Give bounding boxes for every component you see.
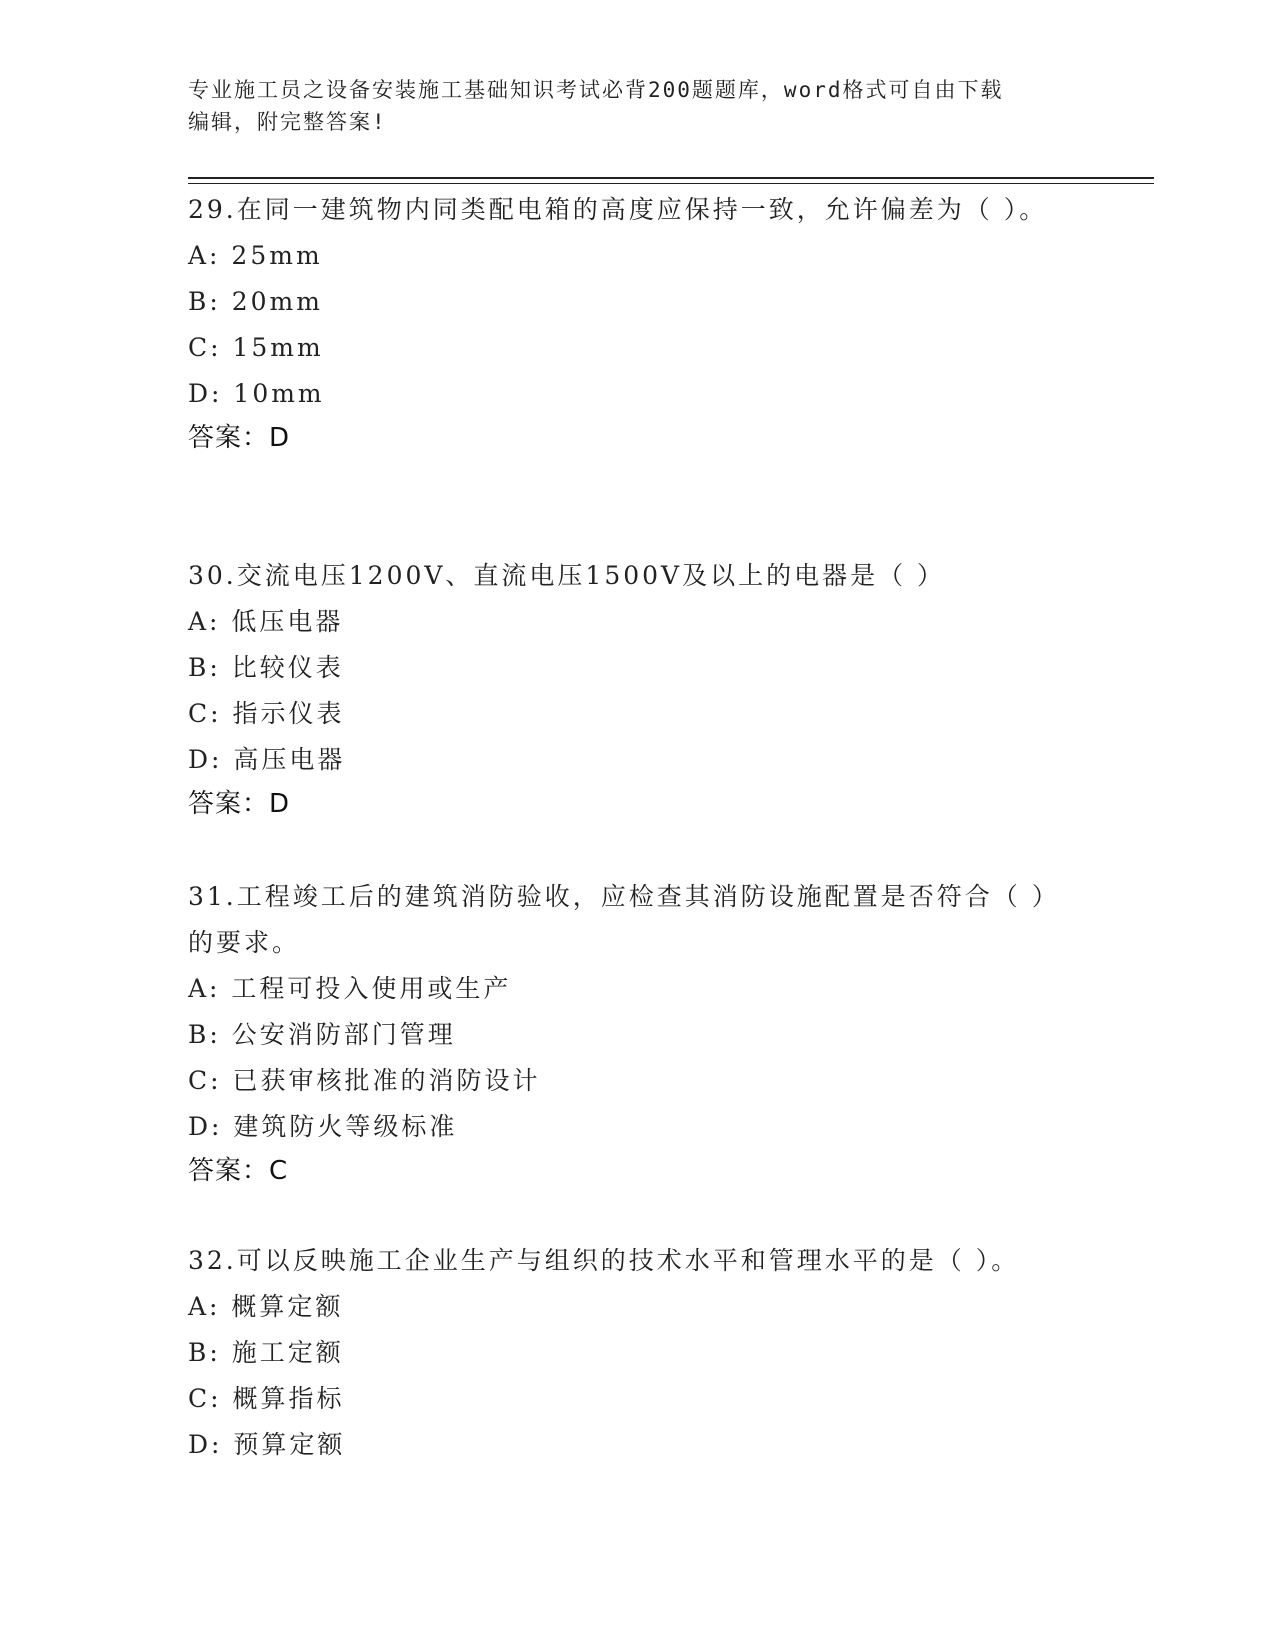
- document-header: [188, 74, 1088, 138]
- option-a: A: 工程可投入使用或生产: [188, 974, 512, 1003]
- option-d: D: 高压电器: [188, 745, 346, 774]
- option-c: C: 指示仪表: [188, 699, 345, 728]
- option-d: D: 建筑防火等级标准: [188, 1112, 458, 1141]
- option-c: C: 已获审核批准的消防设计: [188, 1066, 541, 1095]
- header-divider-thin: [188, 183, 1154, 184]
- header-line-2: 编辑，附完整答案!: [188, 110, 387, 134]
- question-stem: 29.在同一建筑物内同类配电箱的高度应保持一致，允许偏差为（ ）。: [188, 195, 1048, 224]
- header-line-1: 专业施工员之设备安装施工基础知识考试必背200题题库，word格式可自由下载: [188, 78, 1004, 102]
- option-c: C: 15mm: [188, 333, 324, 362]
- question-31: [188, 874, 1058, 1194]
- option-a: A: 概算定额: [188, 1292, 344, 1321]
- option-a: A: 低压电器: [188, 607, 344, 636]
- option-b: B: 施工定额: [188, 1338, 344, 1367]
- option-d: D: 10mm: [188, 379, 325, 408]
- question-stem: 31.工程竣工后的建筑消防验收，应检查其消防设施配置是否符合（ ）的要求。: [188, 882, 1048, 957]
- question-stem: 32.可以反映施工企业生产与组织的技术水平和管理水平的是（ ）。: [188, 1246, 1020, 1275]
- option-b: B: 公安消防部门管理: [188, 1020, 456, 1049]
- option-d: D: 预算定额: [188, 1430, 346, 1459]
- option-c: C: 概算指标: [188, 1384, 345, 1413]
- option-b: B: 20mm: [188, 287, 323, 316]
- answer-label: 答案：D: [188, 423, 291, 453]
- option-a: A: 25mm: [188, 241, 323, 270]
- question-29: [188, 187, 1058, 461]
- answer-label: 答案：D: [188, 789, 291, 819]
- answer-label: 答案：C: [188, 1156, 289, 1186]
- header-divider-thick: [188, 177, 1154, 179]
- question-30: [188, 553, 1058, 827]
- question-32: [188, 1238, 1058, 1468]
- question-stem: 30.交流电压1200V、直流电压1500V及以上的电器是（ ）: [188, 561, 946, 590]
- option-b: B: 比较仪表: [188, 653, 344, 682]
